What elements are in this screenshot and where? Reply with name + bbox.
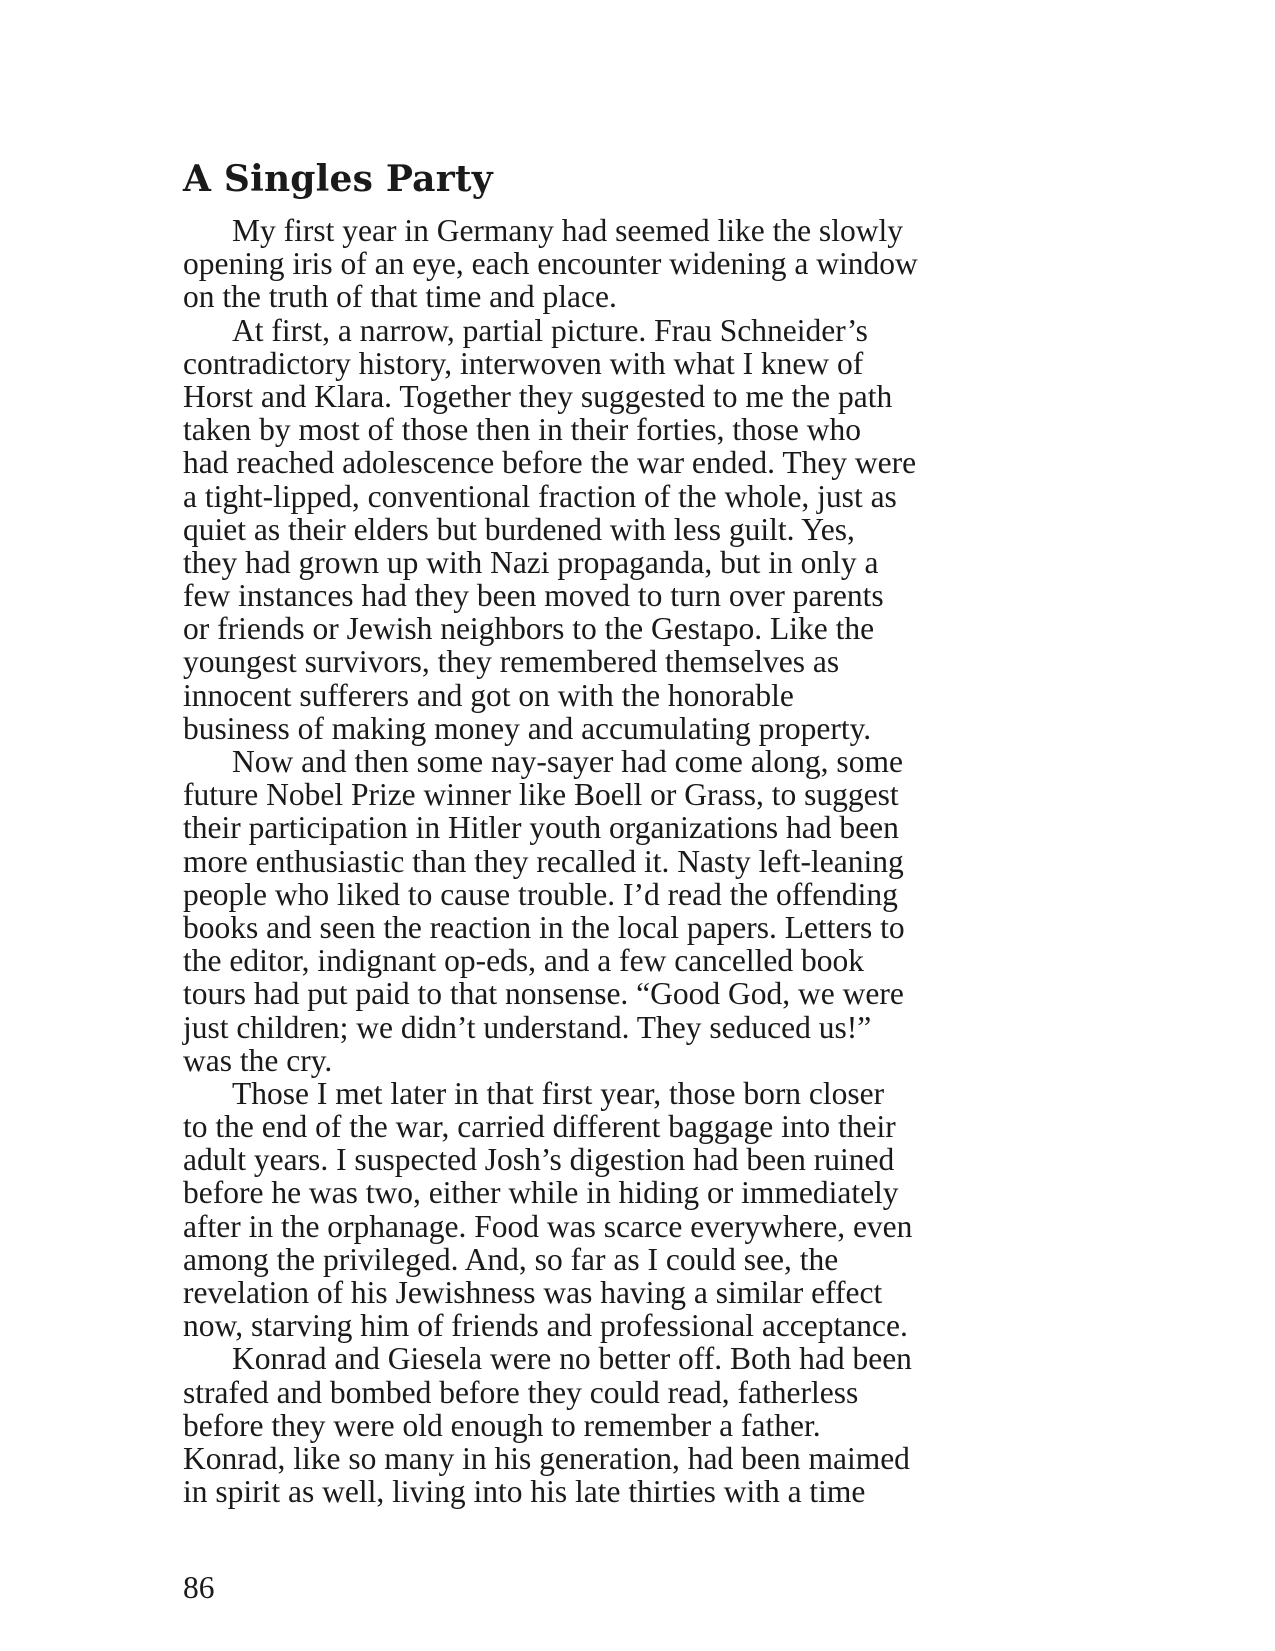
text-line: future Nobel Prize winner like Boell or Grass, to suggest — [183, 777, 899, 813]
text-line: had reached adolescence before the war ended. They were — [183, 445, 917, 481]
text-line: opening iris of an eye, each encounter widening a window — [183, 246, 918, 282]
text-line: few instances had they been moved to turn over parents — [183, 578, 884, 614]
text-line: My first year in Germany had seemed like the slowly — [232, 213, 903, 248]
text-line: Horst and Klara. Together they suggested to me the path — [183, 378, 893, 414]
chapter-title: A Singles Party — [183, 158, 493, 200]
text-line: or friends or Jewish neighbors to the Gestapo. Like the — [183, 611, 875, 647]
text-line: now, starving him of friends and professional acceptance. — [183, 1308, 908, 1344]
text-line: books and seen the reaction in the local papers. Letters to — [183, 909, 905, 945]
body-text — [183, 214, 1083, 1508]
text-line: Konrad, like so many in his generation, had been maimed — [183, 1440, 910, 1476]
text-line: contradictory history, interwoven with what I knew of — [183, 345, 864, 381]
text-line: quiet as their elders but burdened with less guilt. Yes, — [183, 511, 855, 547]
text-line: a tight-lipped, conventional fraction of the whole, just as — [183, 478, 897, 514]
text-line: in spirit as well, living into his late thirties with a time — [183, 1474, 866, 1510]
text-line: the editor, indignant op-eds, and a few cancelled book — [183, 943, 865, 979]
text-line: strafed and bombed before they could read, fatherless — [183, 1374, 859, 1410]
text-line: was the cry. — [183, 1042, 333, 1078]
text-line: among the privileged. And, so far as I could see, the — [183, 1241, 839, 1277]
text-line: Now and then some nay-sayer had come along, some — [232, 744, 903, 779]
text-line: innocent sufferers and got on with the honorable — [183, 677, 794, 713]
text-line: their participation in Hitler youth organizations had been — [183, 810, 899, 846]
text-line: At first, a narrow, partial picture. Frau Schneider’s — [232, 312, 868, 348]
text-line: before he was two, either while in hiding or immediately — [183, 1175, 899, 1211]
text-line: business of making money and accumulating property. — [183, 710, 872, 746]
text-line: just children; we didn’t understand. They seduced us!” — [183, 1009, 872, 1045]
text-line: before they were old enough to remember a father. — [183, 1407, 821, 1443]
text-line: youngest survivors, they remembered themselves as — [183, 644, 840, 680]
text-line: more enthusiastic than they recalled it. Nasty left-leaning — [183, 843, 904, 879]
text-line: tours had put paid to that nonsense. “Good God, we were — [183, 976, 904, 1012]
text-line: taken by most of those then in their forties, those who — [183, 412, 862, 448]
text-line: Those I met later in that first year, those born closer — [232, 1075, 885, 1111]
text-line: to the end of the war, carried different baggage into their — [183, 1109, 896, 1145]
text-line: revelation of his Jewishness was having a similar effect — [183, 1275, 883, 1310]
text-line: they had grown up with Nazi propaganda, but in only a — [183, 544, 879, 580]
text-line: after in the orphanage. Food was scarce everywhere, even — [183, 1208, 913, 1244]
text-line: Konrad and Giesela were no better off. Both had been — [232, 1341, 912, 1377]
text-line: adult years. I suspected Josh’s digestion had been ruined — [183, 1142, 895, 1178]
text-line: on the truth of that time and place. — [183, 279, 617, 315]
page-number: 86 — [183, 1570, 215, 1605]
text-line: people who liked to cause trouble. I’d read the offending — [183, 876, 898, 912]
